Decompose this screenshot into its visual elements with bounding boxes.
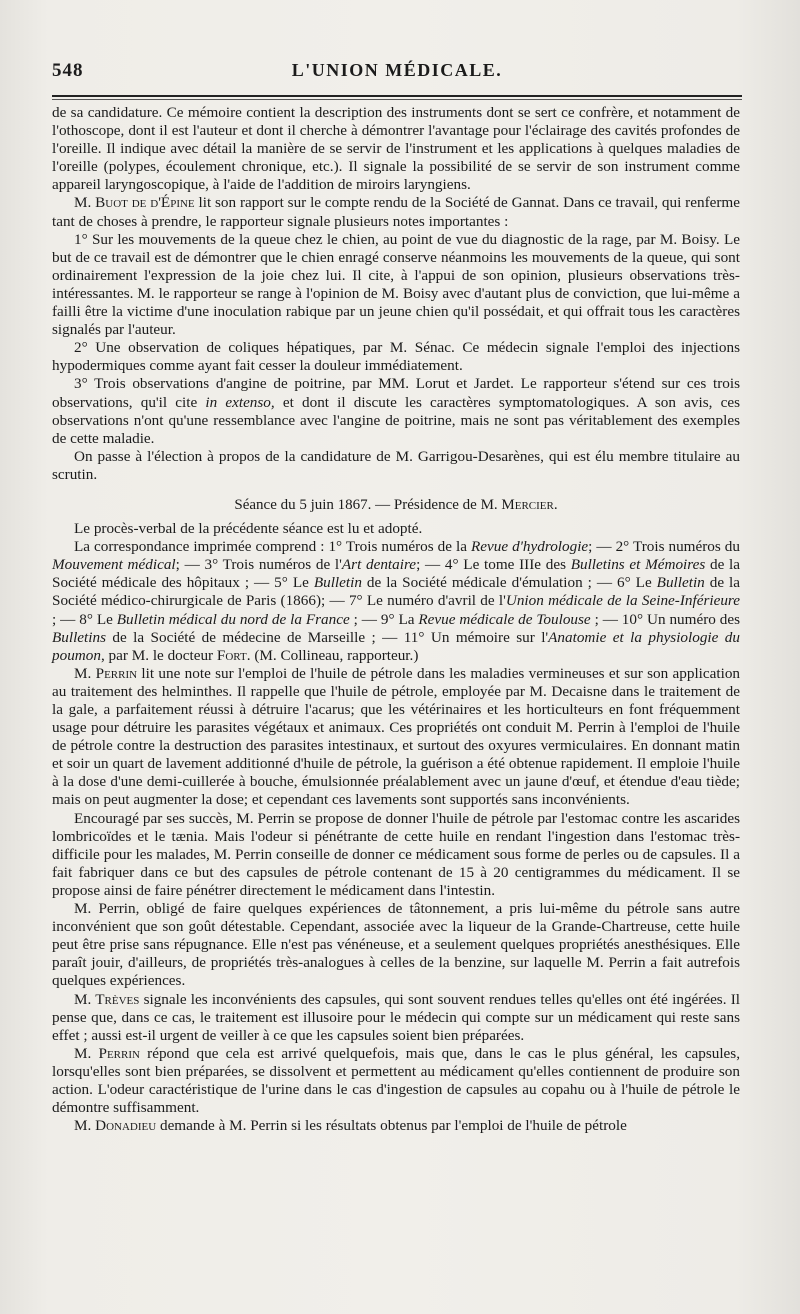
paragraph-text: ; — 8° Le xyxy=(52,610,117,628)
paragraph-text: et dont il discute les caractères symptomatologiques. A son avis, ces observations n'ont qu'une ressemblance avec l'angine de poitrine, mais ne sont pas véritablement des exemples de cette maladie. xyxy=(52,393,740,447)
speaker-name: M. Perrin xyxy=(74,1044,140,1062)
paragraph-text: de sa candidature. Ce mémoire contient la description des instruments dont se sert ce confrère, et notamment de l'othoscope, dont il est l'auteur et dont il cherche à démontrer l'avantage pour l'éclairage des cavités profondes de l'oreille. Il indique avec détail la manière de se servir de l'instrument et les applications à quelques maladies de l'oreille (polypes, écoulement chronique, etc.). Il signale la possibilité de se servir de son instrument comme appareil laryngoscopique, à l'aide de l'addition de miroirs laryngiens. xyxy=(52,104,740,194)
paragraph-text: ; — 10° Un numéro des xyxy=(590,610,741,628)
paragraph-text: , par M. le docteur xyxy=(100,646,217,664)
italic-text: Bulletins xyxy=(52,628,106,646)
body-text xyxy=(52,104,740,1135)
paragraph xyxy=(52,665,740,810)
paragraph xyxy=(52,1117,740,1135)
speaker-name: M. Buot de d'Épine xyxy=(74,194,195,212)
session-heading xyxy=(52,496,740,514)
header-rule-thin xyxy=(52,99,742,100)
paragraph-text: de la Société médicale des hôpitaux ; — 5° Le xyxy=(52,556,740,592)
italic-text: in extenso, xyxy=(205,393,275,411)
paragraph xyxy=(52,520,740,538)
italic-text: Mouvement médical xyxy=(52,556,176,574)
paragraph-text: La correspondance imprimée comprend : 1° Trois numéros de la xyxy=(74,538,471,556)
paragraph xyxy=(52,375,740,447)
paragraph xyxy=(52,194,740,230)
president-name: Mercier. xyxy=(501,496,558,513)
italic-text: Bulletins et Mémoires xyxy=(570,556,706,574)
journal-title: L'UNION MÉDICALE. xyxy=(291,60,503,80)
paragraph-text: ; — 2° Trois numéros du xyxy=(588,538,740,556)
paragraph-text: 1° Sur les mouvements de la queue chez le chien, au point de vue du diagnostic de la rage, par M. Boisy. Le but de ce travail est de démontrer que le chien enragé conserve néanmoins les mouvements de la queue, qui sont ordinairement l'expression de la joie chez lui. Il cite, à l'appui de son opinion, plusieurs observations très-intéressantes. M. le rapporteur se range à l'opinion de M. Boisy avec d'autant plus de conviction, que lui-même a failli être la victime d'une inoculation rabique par un jeune chien qu'il possédait, et qui offrait tous les caractères signalés par l'auteur. xyxy=(52,230,740,339)
paragraph xyxy=(52,448,740,484)
italic-text: Revue d'hydrologie xyxy=(470,538,589,556)
paragraph-text: lit son rapport sur le compte rendu de la Société de Gannat. Dans ce travail, qui renferme tant de choses à prendre, le rapporteur signale plusieurs notes importantes : xyxy=(52,194,740,230)
paragraph-text: répond que cela est arrivé quelquefois, mais que, dans le cas le plus général, les capsules, lorsqu'elles sont bien préparées, se dissolvent et permettent au médicament qu'elles contiennent de produire son action. L'odeur caractéristique de l'urine dans le cas d'ingestion de capsules au copahu ou à l'huile de pétrole le démontre suffisamment. xyxy=(52,1044,741,1117)
paragraph-text: On passe à l'élection à propos de la candidature de M. Garrigou-Desarènes, qui est élu membre titulaire au scrutin. xyxy=(52,447,740,483)
paragraph-text: de la Société médico-chirurgicale de Paris (1866); — 7° Le numéro d'avril de l' xyxy=(52,574,741,610)
paragraph-text: ; — 9° La xyxy=(349,610,419,628)
paragraph-text: signale les inconvénients des capsules, qui sont souvent rendues telles qu'elles ont été ingérées. Il pense que, dans ce cas, le traitement est illusoire pour le médecin qui compte sur un médicament qui reste sans effet ; aussi est-il urgent de veiller à ce que les capsules soient bien préparées. xyxy=(52,990,741,1044)
speaker-name: M. Donadieu xyxy=(74,1117,157,1135)
italic-text: Art dentaire xyxy=(341,556,417,574)
paragraph-text: (M. Collineau, rapporteur.) xyxy=(250,646,419,664)
italic-text: Bulletin xyxy=(656,574,705,592)
paragraph-text: de la Société de médecine de Marseille ; — 11° Un mémoire sur l' xyxy=(106,628,549,646)
paragraph-text: demande à M. Perrin si les résultats obtenus par l'emploi de l'huile de pétrole xyxy=(156,1117,627,1135)
paragraph-text: ; — 4° Le tome IIIe des xyxy=(416,556,571,574)
italic-text: Anatomie et la physiologie du poumon xyxy=(52,628,740,664)
paragraph-text: lit une note sur l'emploi de l'huile de pétrole dans les maladies vermineuses et sur son application au traitement des helminthes. Il rappelle que l'huile de pétrole, employée par M. Decaisne dans le traitement de la gale, a parfaitement réussi à détruire l'acarus; que les vétérinaires et les horticulteurs en font fréquemment usage pour détruire les parasites végétaux et animaux. Ces propriétés ont conduit M. Perrin à l'emploi de l'huile de pétrole contre la destruction des parasites intestinaux, et surtout des oxyures vermiculaires. En donnant matin et soir un quart de lavement additionné d'huile de pétrole, la guérison a été obtenue rapidement. Il emploie l'huile à la dose d'une demi-cuillerée à bouche, émulsionnée préalablement avec un jaune d'œuf, et étendue d'eau tiède; mais on peut augmenter la dose; et cependant ces lavements sont supportés sans inconvénients. xyxy=(52,664,741,809)
paragraph-text: de la Société médicale d'émulation ; — 6° Le xyxy=(361,574,657,592)
paragraph-text: ; — 3° Trois numéros de l' xyxy=(175,556,342,574)
paragraph-text: M. Perrin, obligé de faire quelques expériences de tâtonnement, a pris lui-même du pétrole sans autre inconvénient que son goût détestable. Cependant, associée avec la liqueur de la Grande-Chartreuse, cette huile peut être prise sans répugnance. Elle n'est pas vénéneuse, et a seulement quelques propriétés anesthésiques. Elle paraît jouir, d'ailleurs, de propriétés très-analogues à celles de la benzine, sur laquelle M. Perrin a fait autrefois quelques expériences. xyxy=(52,900,740,990)
paragraph-text: Encouragé par ses succès, M. Perrin se propose de donner l'huile de pétrole par l'estomac contre les ascarides lombricoïdes et le tænia. Mais l'odeur si pénétrante de cette huile en rendant l'ingestion dans l'estomac très-difficile pour les malades, M. Perrin conseille de donner ce médicament sous forme de perles ou de capsules. Il a fait fabriquer dans ce but des capsules de pétrole contenant de 15 à 20 centigrammes du médicament. Il se propose ainsi de faire pénétrer directement le médicament dans l'intestin. xyxy=(52,809,740,899)
paragraph xyxy=(52,538,740,665)
paragraph xyxy=(52,900,740,990)
author-name: Fort. xyxy=(216,646,251,664)
italic-text: Bulletin médical du nord de la France xyxy=(116,610,350,628)
italic-text: Bulletin xyxy=(313,574,362,592)
paragraph xyxy=(52,810,740,900)
paragraph-text: 3° Trois observations d'angine de poitrine, par MM. Lorut et Jardet. Le rapporteur s'étend sur ces trois observations, qu'il cite xyxy=(52,375,740,411)
paragraph xyxy=(52,231,740,340)
paragraph-text: Le procès-verbal de la précédente séance est lu et adopté. xyxy=(74,520,423,538)
header-rule xyxy=(52,95,742,97)
paragraph xyxy=(52,339,740,375)
running-header xyxy=(52,58,742,88)
italic-text: Union médicale de la Seine-Inférieure xyxy=(505,592,740,610)
paragraph xyxy=(52,104,740,194)
paragraph xyxy=(52,991,740,1045)
session-heading-text: Séance du 5 juin 1867. — Présidence de M. xyxy=(234,496,502,513)
page-number: 548 xyxy=(52,60,84,81)
speaker-name: M. Trèves xyxy=(74,990,140,1008)
paragraph-text: 2° Une observation de coliques hépatiques, par M. Sénac. Ce médecin signale l'emploi des injections hypodermiques comme ayant fait cesser la douleur immédiatement. xyxy=(52,339,740,375)
paragraph xyxy=(52,1045,740,1117)
speaker-name: M. Perrin xyxy=(74,664,138,682)
italic-text: Revue médicale de Toulouse xyxy=(418,610,591,628)
